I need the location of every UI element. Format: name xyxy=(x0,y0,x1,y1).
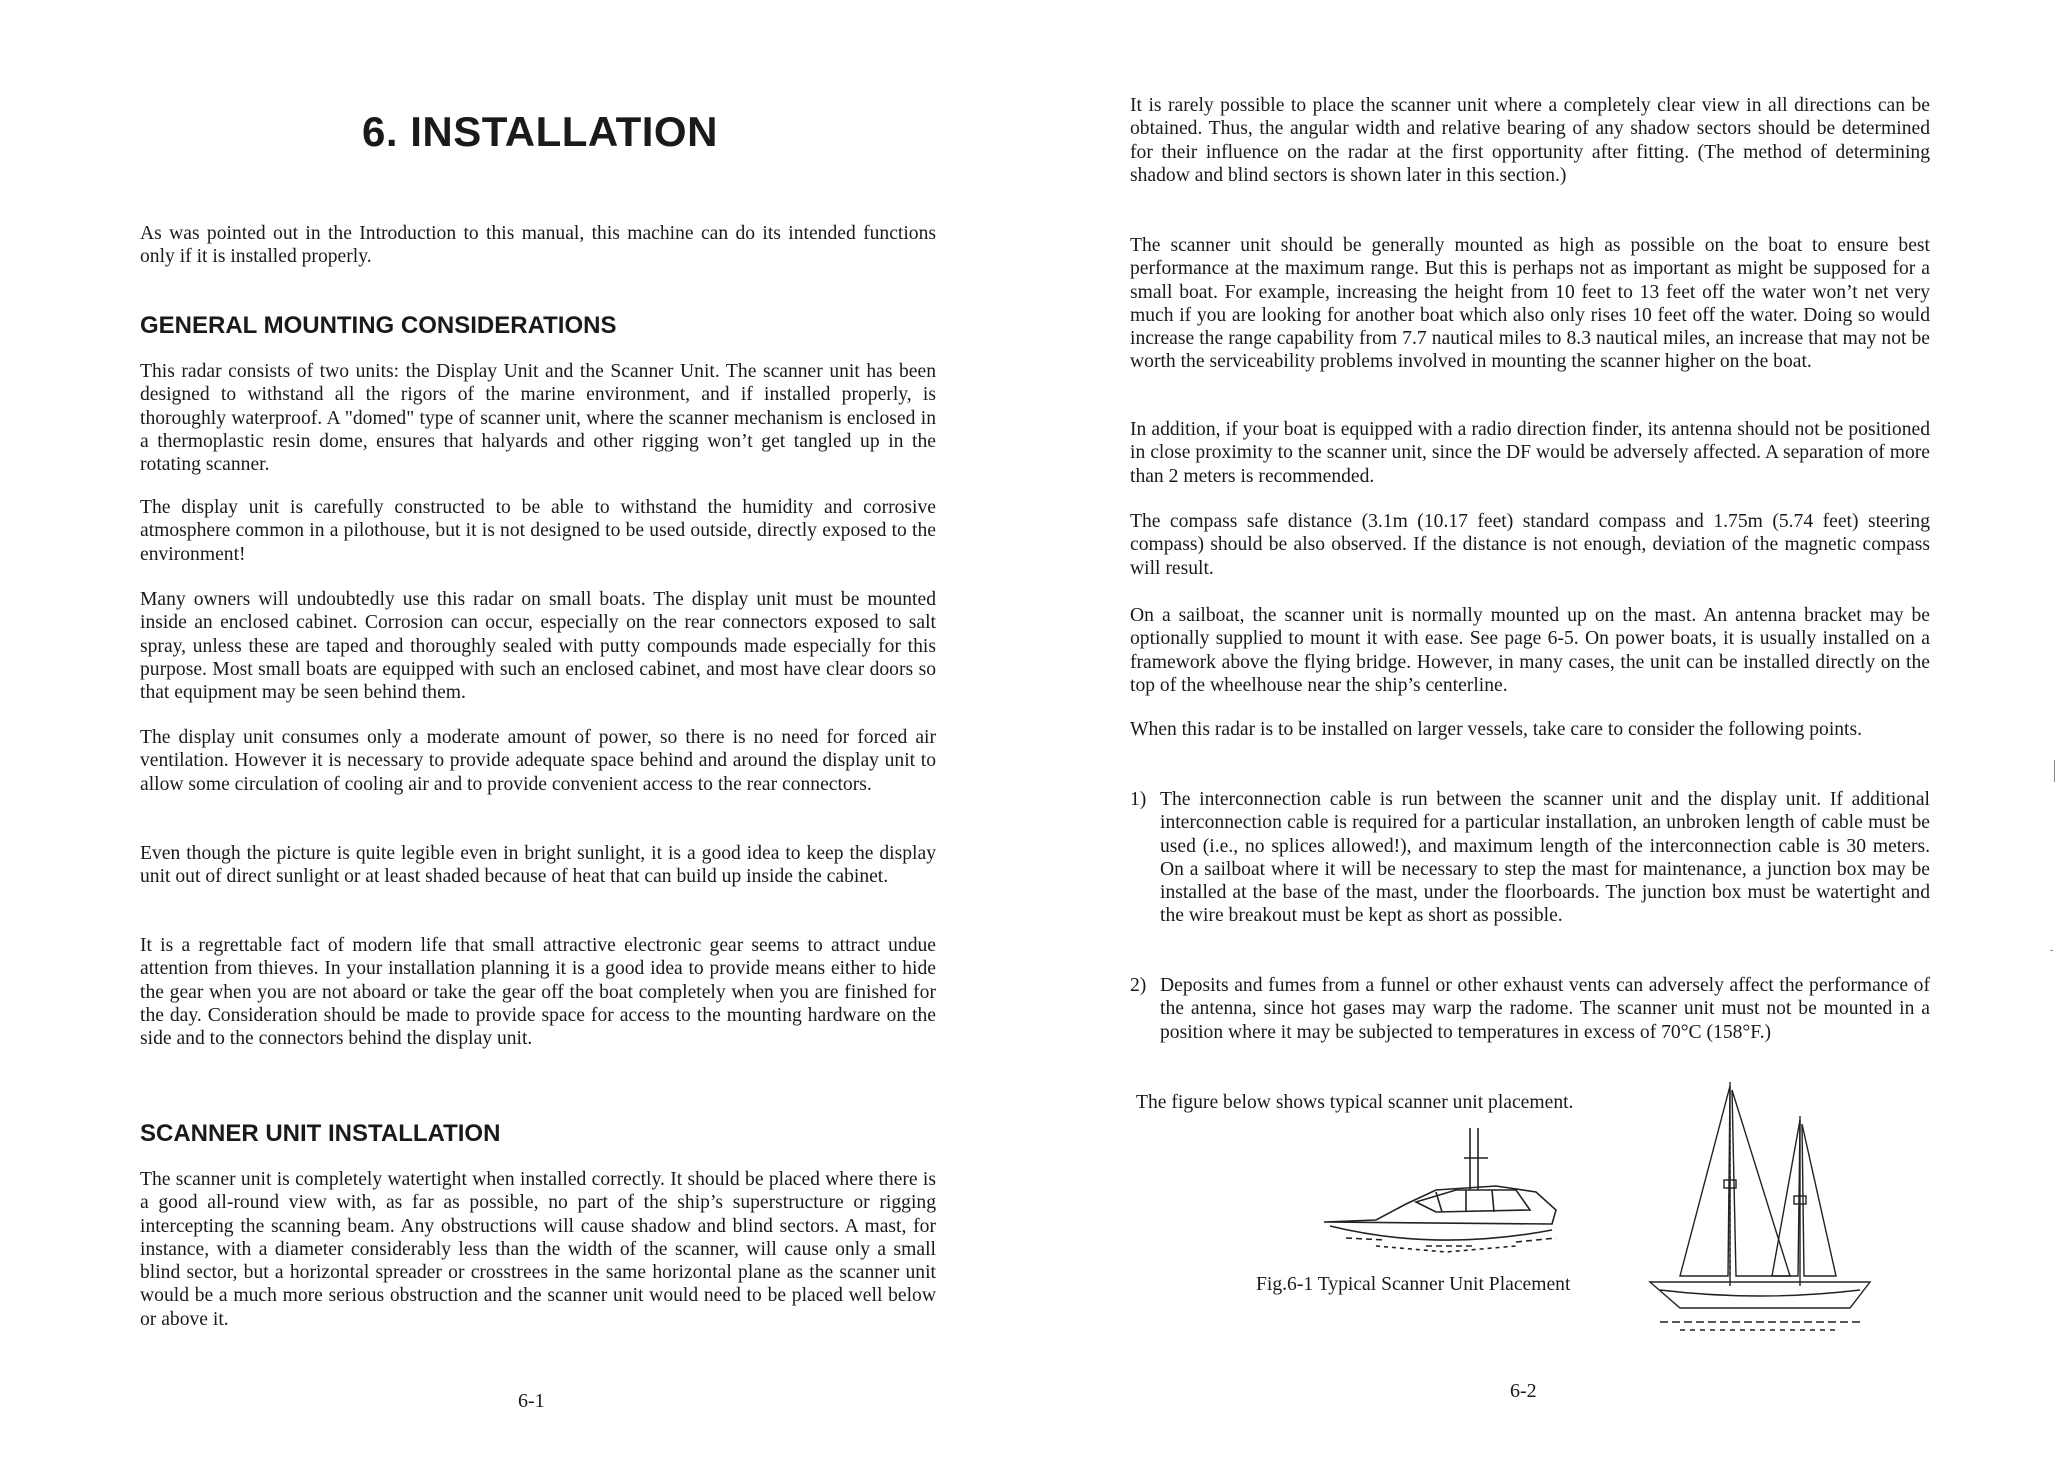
general-mounting-heading: GENERAL MOUNTING CONSIDERATIONS xyxy=(140,312,617,339)
scanner-paragraph: The scanner unit is completely watertight when installed correctly. It should be placed where there is a good all-round view with, as far as possible, no part of the ship’s superstructure or rigging intercepting the scanning beam. Any obstructions will cause shadow and blind sectors. A mast, for instance, with a diameter considerably less than the width of the scanner, will cause only a small blind sector, but a horizontal spreader or crosstrees in the same horizontal plane as the scanner unit would be a much more serious obstruction and the scanner unit would need to be placed well below or above it. xyxy=(140,1169,936,1330)
right-paragraph-1: It is rarely possible to place the scanner unit where a completely clear view in all directions can be obtained. Thus, the angular width and relative bearing of any shadow sectors should be determined for their influence on the radar at the first opportunity after fitting. (The method of determining shadow and blind sectors is shown later in this section.) xyxy=(1130,95,1930,186)
general-paragraph-6: It is a regrettable fact of modern life that small attractive electronic gear seems to attract undue attention from thieves. In your installation planning it is a good idea to provide means either to hide the gear when you are not aboard or take the gear off the boat completely when you are finished for the day. Consideration should be made to provide space for access to the mounting hardware on the side and to the connectors behind the display unit. xyxy=(140,935,936,1050)
list-number: 1) xyxy=(1130,789,1147,810)
page-number-left: 6-1 xyxy=(518,1390,545,1412)
right-paragraph-3: In addition, if your boat is equipped with a radio direction finder, its antenna should not be positioned in close proximity to the scanner unit, since the DF would be adversely affected. A separation of more than 2 meters is recommended. xyxy=(1130,419,1930,487)
general-paragraph-2: The display unit is carefully constructed to be able to withstand the humidity and corrosive atmosphere common in a pilothouse, but it is not designed to be used outside, directly exposed to the environment! xyxy=(140,497,936,565)
scanner-installation-heading: SCANNER UNIT INSTALLATION xyxy=(140,1120,501,1147)
figure-caption: Fig.6-1 Typical Scanner Unit Placement xyxy=(1256,1274,1571,1295)
right-paragraph-2: The scanner unit should be generally mounted as high as possible on the boat to ensure best performance at the maximum range. But this is perhaps not as important as might be supposed for a small boat. For example, increasing the height from 10 feet to 13 feet off the water won’t net very much if you are looking for another boat which also only rises 10 feet off the water. Doing so would increase the range capability from 7.7 nautical miles to 8.3 nautical miles, an increase that may not be worth the serviceability problems involved in mounting the scanner higher on the boat. xyxy=(1130,235,1930,373)
list-number: 2) xyxy=(1130,975,1147,996)
intro-paragraph: As was pointed out in the Introduction to this manual, this machine can do its intended functions only if it is installed properly. xyxy=(140,223,936,268)
list-text: Deposits and fumes from a funnel or other exhaust vents can adversely affect the performance of the antenna, since hot gases may warp the radome. The scanner unit must not be mounted in a position where it may be subjected to temperatures in excess of 70°C (158°F.) xyxy=(1160,975,1930,1043)
chapter-title: 6. INSTALLATION xyxy=(362,108,718,155)
general-paragraph-4: The display unit consumes only a moderate amount of power, so there is no need for forced air ventilation. However it is necessary to provide adequate space behind and around the display unit to allow some circulation of cooling air and to provide convenient access to the rear connectors. xyxy=(140,727,936,795)
right-paragraph-4: The compass safe distance (3.1m (10.17 feet) standard compass and 1.75m (5.74 feet) steering compass) should be also observed. If the distance is not enough, deviation of the magnetic compass will result. xyxy=(1130,511,1930,579)
scan-artifact xyxy=(2054,760,2055,782)
figure-lead-text: The figure below shows typical scanner unit placement. xyxy=(1136,1092,1574,1113)
page-number-right: 6-2 xyxy=(1510,1380,1537,1402)
list-text: The interconnection cable is run between the scanner unit and the display unit. If additional interconnection cable is required for a particular installation, an unbroken length of cable must be used (i.e., no splices allowed!), and maximum length of the interconnection cable is 30 meters. On a sailboat where it will be necessary to step the mast for maintenance, a junction box may be installed at the base of the mast, under the floorboards. The junction box must be watertight and the wire breakout must be kept as short as possible. xyxy=(1160,789,1930,927)
sailboat-illustration xyxy=(1640,1076,1880,1336)
scan-artifact xyxy=(2050,950,2053,951)
general-paragraph-3: Many owners will undoubtedly use this radar on small boats. The display unit must be mounted inside an enclosed cabinet. Corrosion can occur, especially on the rear connectors exposed to salt spray, unless these are taped and thoroughly sealed with putty compounds made especially for this purpose. Most small boats are equipped with such an enclosed cabinet, and most have clear doors so that equipment may be seen behind them. xyxy=(140,589,936,704)
right-paragraph-6: When this radar is to be installed on larger vessels, take care to consider the following points. xyxy=(1130,719,1863,740)
general-paragraph-5: Even though the picture is quite legible even in bright sunlight, it is a good idea to keep the display unit out of direct sunlight or at least shaded because of heat that can build up inside the cabinet. xyxy=(140,843,936,888)
powerboat-illustration xyxy=(1316,1120,1576,1260)
general-paragraph-1: This radar consists of two units: the Display Unit and the Scanner Unit. The scanner unit has been designed to withstand all the rigors of the marine environment, and if installed properly, is thoroughly waterproof. A "domed" type of scanner unit, where the scanner mechanism is enclosed in a thermoplastic resin dome, ensures that halyards and other rigging won’t get tangled up in the rotating scanner. xyxy=(140,361,936,476)
right-paragraph-5: On a sailboat, the scanner unit is normally mounted up on the mast. An antenna bracket may be optionally supplied to mount it with ease. See page 6-5. On power boats, it is usually installed on a framework above the flying bridge. However, in many cases, the unit can be installed directly on the top of the wheelhouse near the ship’s centerline. xyxy=(1130,605,1930,696)
